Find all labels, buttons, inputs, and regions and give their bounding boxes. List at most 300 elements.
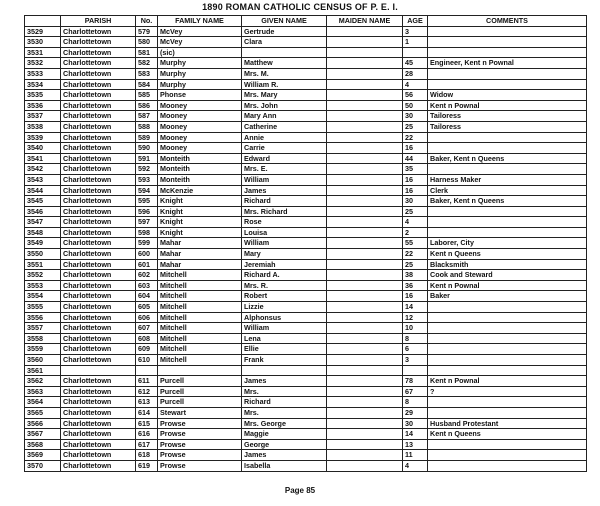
cell-maiden-name: [327, 185, 403, 196]
header-parish: PARISH: [61, 16, 136, 27]
cell-maiden-name: [327, 26, 403, 37]
cell-parish: Charlottetown: [61, 90, 136, 101]
cell-record-id: 3544: [25, 185, 61, 196]
cell-parish: Charlottetown: [61, 238, 136, 249]
table-row: [25, 79, 587, 90]
cell-age: 50: [403, 100, 428, 111]
cell-age: [403, 47, 428, 58]
cell-comments: [428, 333, 587, 344]
cell-comments: [428, 344, 587, 355]
table-row: [25, 302, 587, 313]
cell-record-id: 3563: [25, 386, 61, 397]
table-row: [25, 238, 587, 249]
cell-family-no: 618: [136, 450, 158, 461]
cell-maiden-name: [327, 238, 403, 249]
cell-comments: [428, 460, 587, 471]
cell-given-name: [242, 365, 327, 376]
cell-record-id: 3545: [25, 196, 61, 207]
cell-maiden-name: [327, 365, 403, 376]
cell-parish: Charlottetown: [61, 312, 136, 323]
cell-family-name: Mitchell: [158, 280, 242, 291]
cell-maiden-name: [327, 206, 403, 217]
cell-record-id: 3564: [25, 397, 61, 408]
cell-family-no: 586: [136, 100, 158, 111]
cell-given-name: Matthew: [242, 58, 327, 69]
cell-family-name: Mahar: [158, 259, 242, 270]
cell-maiden-name: [327, 280, 403, 291]
cell-comments: [428, 323, 587, 334]
cell-family-no: 591: [136, 153, 158, 164]
cell-given-name: Edward: [242, 153, 327, 164]
cell-maiden-name: [327, 386, 403, 397]
cell-parish: Charlottetown: [61, 460, 136, 471]
cell-family-name: [158, 365, 242, 376]
cell-record-id: 3546: [25, 206, 61, 217]
cell-record-id: 3568: [25, 439, 61, 450]
cell-comments: Harness Maker: [428, 174, 587, 185]
cell-family-no: 595: [136, 196, 158, 207]
table-row: [25, 407, 587, 418]
cell-maiden-name: [327, 132, 403, 143]
table-row: [25, 291, 587, 302]
cell-family-no: 613: [136, 397, 158, 408]
cell-given-name: Maggie: [242, 429, 327, 440]
cell-parish: Charlottetown: [61, 26, 136, 37]
cell-record-id: 3569: [25, 450, 61, 461]
table-row: [25, 429, 587, 440]
cell-age: 30: [403, 111, 428, 122]
cell-given-name: Mrs. M.: [242, 68, 327, 79]
cell-parish: Charlottetown: [61, 418, 136, 429]
cell-family-no: 589: [136, 132, 158, 143]
cell-parish: Charlottetown: [61, 397, 136, 408]
cell-given-name: Mrs. Richard: [242, 206, 327, 217]
cell-age: 12: [403, 312, 428, 323]
cell-parish: Charlottetown: [61, 68, 136, 79]
cell-parish: Charlottetown: [61, 121, 136, 132]
cell-parish: Charlottetown: [61, 344, 136, 355]
cell-record-id: 3557: [25, 323, 61, 334]
cell-comments: ?: [428, 386, 587, 397]
cell-record-id: 3533: [25, 68, 61, 79]
table-row: [25, 164, 587, 175]
table-row: [25, 355, 587, 366]
cell-comments: Clerk: [428, 185, 587, 196]
cell-given-name: Mrs.: [242, 407, 327, 418]
cell-comments: Blacksmith: [428, 259, 587, 270]
cell-comments: Widow: [428, 90, 587, 101]
cell-given-name: James: [242, 185, 327, 196]
cell-family-name: Prowse: [158, 439, 242, 450]
table-row: [25, 206, 587, 217]
cell-family-no: 579: [136, 26, 158, 37]
cell-comments: Kent n Pownal: [428, 100, 587, 111]
table-row: [25, 47, 587, 58]
header-row: [25, 16, 587, 27]
cell-given-name: Mrs.: [242, 386, 327, 397]
cell-comments: [428, 355, 587, 366]
cell-family-name: Monteith: [158, 164, 242, 175]
cell-family-name: McVey: [158, 26, 242, 37]
cell-comments: [428, 439, 587, 450]
cell-family-no: 608: [136, 333, 158, 344]
cell-family-name: Prowse: [158, 450, 242, 461]
cell-record-id: 3553: [25, 280, 61, 291]
cell-family-no: 587: [136, 111, 158, 122]
cell-parish: Charlottetown: [61, 291, 136, 302]
cell-given-name: Ellie: [242, 344, 327, 355]
table-row: [25, 111, 587, 122]
cell-age: 56: [403, 90, 428, 101]
cell-age: 78: [403, 376, 428, 387]
cell-age: 22: [403, 249, 428, 260]
cell-parish: Charlottetown: [61, 111, 136, 122]
cell-record-id: 3540: [25, 143, 61, 154]
cell-comments: [428, 450, 587, 461]
cell-maiden-name: [327, 450, 403, 461]
cell-given-name: Robert: [242, 291, 327, 302]
page-number: Page 85: [284, 486, 316, 495]
cell-comments: [428, 132, 587, 143]
cell-record-id: 3566: [25, 418, 61, 429]
cell-maiden-name: [327, 429, 403, 440]
cell-comments: Baker, Kent n Queens: [428, 153, 587, 164]
cell-given-name: George: [242, 439, 327, 450]
cell-family-name: Murphy: [158, 58, 242, 69]
cell-record-id: 3570: [25, 460, 61, 471]
cell-age: 16: [403, 291, 428, 302]
cell-comments: [428, 217, 587, 228]
cell-parish: Charlottetown: [61, 323, 136, 334]
cell-parish: Charlottetown: [61, 79, 136, 90]
cell-maiden-name: [327, 291, 403, 302]
table-row: [25, 153, 587, 164]
cell-age: 13: [403, 439, 428, 450]
cell-parish: Charlottetown: [61, 302, 136, 313]
cell-record-id: 3534: [25, 79, 61, 90]
cell-maiden-name: [327, 333, 403, 344]
cell-age: 16: [403, 174, 428, 185]
table-row: [25, 280, 587, 291]
cell-family-no: 601: [136, 259, 158, 270]
cell-record-id: 3531: [25, 47, 61, 58]
cell-age: 35: [403, 164, 428, 175]
table-row: [25, 143, 587, 154]
cell-family-no: 597: [136, 217, 158, 228]
table-row: [25, 132, 587, 143]
cell-family-name: Murphy: [158, 79, 242, 90]
cell-given-name: William R.: [242, 79, 327, 90]
cell-given-name: James: [242, 376, 327, 387]
cell-given-name: James: [242, 450, 327, 461]
cell-family-no: 611: [136, 376, 158, 387]
cell-age: 28: [403, 68, 428, 79]
cell-comments: Tailoress: [428, 111, 587, 122]
table-row: [25, 100, 587, 111]
header-comments: COMMENTS: [428, 16, 587, 27]
cell-family-name: Mitchell: [158, 312, 242, 323]
table-row: [25, 68, 587, 79]
cell-age: 25: [403, 259, 428, 270]
cell-parish: Charlottetown: [61, 270, 136, 281]
cell-comments: Kent n Queens: [428, 249, 587, 260]
cell-comments: Husband Protestant: [428, 418, 587, 429]
cell-maiden-name: [327, 460, 403, 471]
cell-family-no: 600: [136, 249, 158, 260]
cell-family-no: 610: [136, 355, 158, 366]
cell-parish: Charlottetown: [61, 206, 136, 217]
cell-record-id: 3537: [25, 111, 61, 122]
cell-age: 6: [403, 344, 428, 355]
cell-family-name: Mooney: [158, 111, 242, 122]
cell-comments: [428, 206, 587, 217]
cell-age: 16: [403, 143, 428, 154]
cell-family-no: 596: [136, 206, 158, 217]
cell-maiden-name: [327, 227, 403, 238]
cell-maiden-name: [327, 111, 403, 122]
cell-family-no: 616: [136, 429, 158, 440]
cell-comments: [428, 227, 587, 238]
cell-age: 30: [403, 418, 428, 429]
cell-family-name: Mooney: [158, 100, 242, 111]
cell-record-id: 3535: [25, 90, 61, 101]
cell-parish: Charlottetown: [61, 58, 136, 69]
cell-age: 14: [403, 302, 428, 313]
cell-maiden-name: [327, 196, 403, 207]
cell-family-name: McKenzie: [158, 185, 242, 196]
cell-age: 29: [403, 407, 428, 418]
table-row: [25, 174, 587, 185]
cell-given-name: Lizzie: [242, 302, 327, 313]
cell-maiden-name: [327, 355, 403, 366]
cell-given-name: Isabella: [242, 460, 327, 471]
cell-age: 8: [403, 333, 428, 344]
cell-age: [403, 365, 428, 376]
cell-record-id: 3560: [25, 355, 61, 366]
cell-parish: Charlottetown: [61, 100, 136, 111]
table-row: [25, 333, 587, 344]
cell-parish: Charlottetown: [61, 280, 136, 291]
cell-age: 4: [403, 79, 428, 90]
cell-record-id: 3562: [25, 376, 61, 387]
table-row: [25, 386, 587, 397]
cell-age: 3: [403, 355, 428, 366]
cell-family-no: 593: [136, 174, 158, 185]
cell-comments: [428, 68, 587, 79]
cell-family-no: 594: [136, 185, 158, 196]
cell-family-name: Mahar: [158, 249, 242, 260]
cell-given-name: Louisa: [242, 227, 327, 238]
cell-family-name: Knight: [158, 206, 242, 217]
cell-parish: Charlottetown: [61, 174, 136, 185]
cell-age: 8: [403, 397, 428, 408]
cell-given-name: Mary Ann: [242, 111, 327, 122]
cell-family-name: Mitchell: [158, 270, 242, 281]
cell-parish: Charlottetown: [61, 439, 136, 450]
cell-given-name: Richard A.: [242, 270, 327, 281]
cell-maiden-name: [327, 302, 403, 313]
cell-age: 44: [403, 153, 428, 164]
cell-comments: Laborer, City: [428, 238, 587, 249]
cell-family-name: Mitchell: [158, 344, 242, 355]
cell-parish: Charlottetown: [61, 355, 136, 366]
cell-family-no: [136, 365, 158, 376]
cell-given-name: William: [242, 323, 327, 334]
cell-family-no: 612: [136, 386, 158, 397]
cell-family-name: Mitchell: [158, 323, 242, 334]
cell-age: 22: [403, 132, 428, 143]
table-row: [25, 58, 587, 69]
cell-family-no: 602: [136, 270, 158, 281]
cell-maiden-name: [327, 153, 403, 164]
cell-family-no: 581: [136, 47, 158, 58]
cell-record-id: 3541: [25, 153, 61, 164]
cell-record-id: 3543: [25, 174, 61, 185]
cell-age: 14: [403, 429, 428, 440]
cell-given-name: Mary: [242, 249, 327, 260]
cell-comments: [428, 302, 587, 313]
cell-given-name: Annie: [242, 132, 327, 143]
cell-given-name: William: [242, 238, 327, 249]
cell-maiden-name: [327, 418, 403, 429]
cell-age: 11: [403, 450, 428, 461]
cell-family-name: Knight: [158, 196, 242, 207]
cell-given-name: Gertrude: [242, 26, 327, 37]
cell-age: 10: [403, 323, 428, 334]
cell-comments: [428, 26, 587, 37]
cell-given-name: Catherine: [242, 121, 327, 132]
cell-maiden-name: [327, 259, 403, 270]
cell-given-name: Richard: [242, 196, 327, 207]
header-maiden-name: MAIDEN NAME: [327, 16, 403, 27]
cell-parish: Charlottetown: [61, 164, 136, 175]
cell-family-name: Prowse: [158, 460, 242, 471]
header-id: [25, 16, 61, 27]
cell-family-no: 614: [136, 407, 158, 418]
cell-record-id: 3539: [25, 132, 61, 143]
cell-comments: [428, 407, 587, 418]
cell-maiden-name: [327, 143, 403, 154]
header-family-name: FAMILY NAME: [158, 16, 242, 27]
table-row: [25, 450, 587, 461]
cell-given-name: Mrs. George: [242, 418, 327, 429]
cell-given-name: Frank: [242, 355, 327, 366]
cell-age: 4: [403, 217, 428, 228]
cell-family-name: Mitchell: [158, 302, 242, 313]
table-row: [25, 249, 587, 260]
cell-family-no: 588: [136, 121, 158, 132]
cell-family-no: 585: [136, 90, 158, 101]
cell-parish: Charlottetown: [61, 259, 136, 270]
cell-maiden-name: [327, 407, 403, 418]
cell-age: 55: [403, 238, 428, 249]
cell-record-id: 3565: [25, 407, 61, 418]
cell-family-no: 617: [136, 439, 158, 450]
cell-comments: Baker, Kent n Queens: [428, 196, 587, 207]
table-row: [25, 90, 587, 101]
cell-family-name: Prowse: [158, 429, 242, 440]
cell-comments: Cook and Steward: [428, 270, 587, 281]
cell-record-id: 3530: [25, 37, 61, 48]
cell-parish: Charlottetown: [61, 37, 136, 48]
cell-given-name: Mrs. E.: [242, 164, 327, 175]
cell-given-name: Carrie: [242, 143, 327, 154]
cell-parish: Charlottetown: [61, 450, 136, 461]
cell-record-id: 3532: [25, 58, 61, 69]
cell-maiden-name: [327, 397, 403, 408]
table-row: [25, 376, 587, 387]
cell-maiden-name: [327, 100, 403, 111]
cell-family-name: Mooney: [158, 132, 242, 143]
census-table: [24, 15, 587, 472]
cell-comments: [428, 47, 587, 58]
cell-family-name: Purcell: [158, 397, 242, 408]
table-row: [25, 217, 587, 228]
cell-family-no: 619: [136, 460, 158, 471]
cell-age: 2: [403, 227, 428, 238]
cell-parish: Charlottetown: [61, 185, 136, 196]
cell-family-no: 599: [136, 238, 158, 249]
cell-given-name: [242, 47, 327, 58]
cell-maiden-name: [327, 249, 403, 260]
cell-parish: Charlottetown: [61, 132, 136, 143]
cell-family-no: 604: [136, 291, 158, 302]
table-row: [25, 460, 587, 471]
page-title: 1890 ROMAN CATHOLIC CENSUS OF P. E. I.: [202, 2, 398, 12]
cell-comments: Kent n Pownal: [428, 376, 587, 387]
table-row: [25, 26, 587, 37]
cell-age: 25: [403, 121, 428, 132]
cell-parish: Charlottetown: [61, 227, 136, 238]
cell-record-id: 3536: [25, 100, 61, 111]
cell-family-name: Stewart: [158, 407, 242, 418]
cell-parish: Charlottetown: [61, 407, 136, 418]
cell-age: 38: [403, 270, 428, 281]
cell-given-name: Richard: [242, 397, 327, 408]
cell-record-id: 3550: [25, 249, 61, 260]
cell-comments: [428, 37, 587, 48]
cell-maiden-name: [327, 37, 403, 48]
cell-comments: [428, 164, 587, 175]
cell-given-name: Lena: [242, 333, 327, 344]
table-row: [25, 439, 587, 450]
cell-family-no: 592: [136, 164, 158, 175]
cell-parish: Charlottetown: [61, 386, 136, 397]
cell-maiden-name: [327, 376, 403, 387]
cell-family-no: 607: [136, 323, 158, 334]
cell-age: 67: [403, 386, 428, 397]
cell-family-no: 609: [136, 344, 158, 355]
cell-family-name: Purcell: [158, 386, 242, 397]
table-row: [25, 418, 587, 429]
cell-family-name: Murphy: [158, 68, 242, 79]
header-given-name: GIVEN NAME: [242, 16, 327, 27]
cell-comments: [428, 397, 587, 408]
cell-given-name: Clara: [242, 37, 327, 48]
cell-record-id: 3561: [25, 365, 61, 376]
cell-maiden-name: [327, 121, 403, 132]
cell-family-no: 605: [136, 302, 158, 313]
table-row: [25, 270, 587, 281]
cell-parish: Charlottetown: [61, 153, 136, 164]
cell-record-id: 3567: [25, 429, 61, 440]
cell-comments: Kent n Pownal: [428, 280, 587, 291]
cell-maiden-name: [327, 79, 403, 90]
cell-age: 16: [403, 185, 428, 196]
cell-comments: Engineer, Kent n Pownal: [428, 58, 587, 69]
cell-maiden-name: [327, 270, 403, 281]
cell-family-name: (sic): [158, 47, 242, 58]
